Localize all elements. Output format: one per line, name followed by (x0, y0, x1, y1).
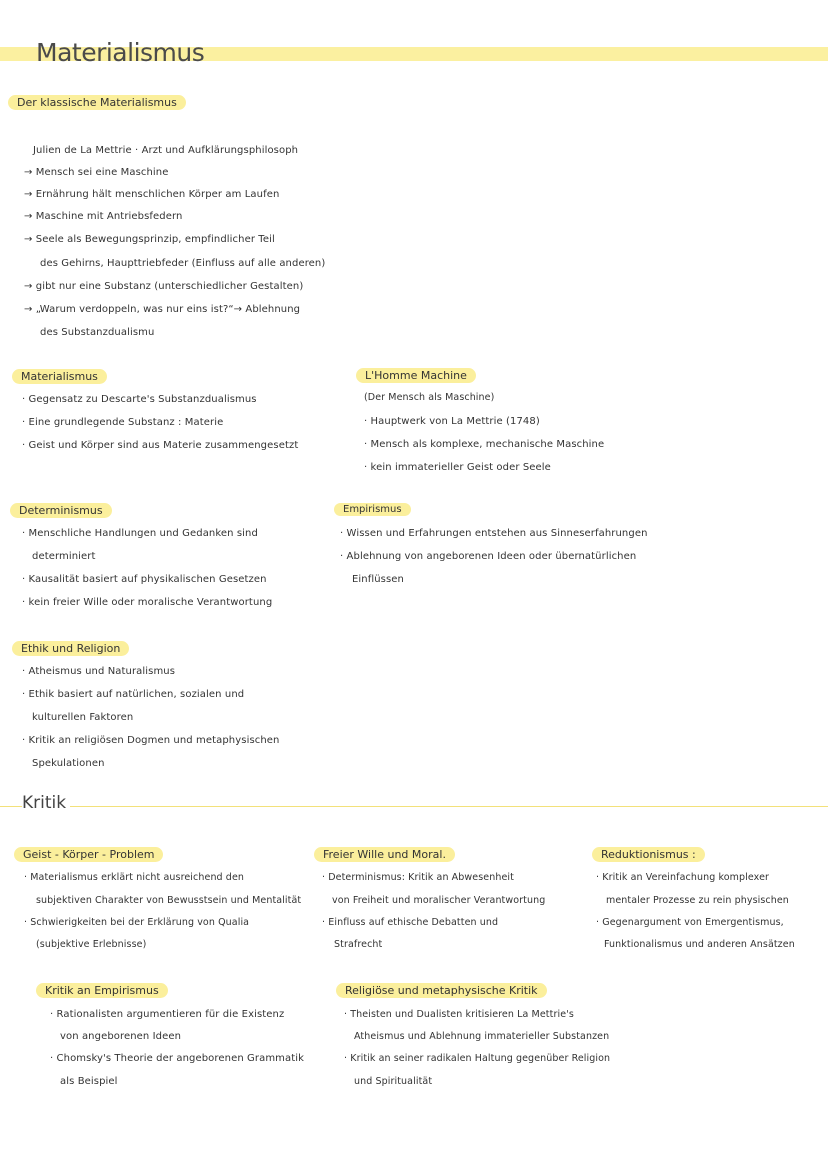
note-line: → Mensch sei eine Maschine (24, 167, 169, 178)
note-line: · Ablehnung von angeborenen Ideen oder übernatürlichen (340, 551, 637, 562)
heading-homme-machine: L'Homme Machine (356, 368, 476, 383)
heading-kritik-empirismus: Kritik an Empirismus (36, 983, 168, 998)
note-line: → Seele als Bewegungsprinzip, empfindlicher Teil (24, 234, 275, 245)
note-line: · Hauptwerk von La Mettrie (1748) (364, 416, 540, 427)
note-line: Spekulationen (32, 758, 105, 769)
note-line: des Gehirns, Haupttriebfeder (Einfluss auf alle anderen) (40, 258, 326, 269)
note-line: · Eine grundlegende Substanz : Materie (22, 417, 224, 428)
note-line: → Maschine mit Antriebsfedern (24, 211, 183, 222)
heading-reduktionismus: Reduktionismus : (592, 847, 705, 862)
note-line: Strafrecht (334, 939, 383, 950)
note-line: · Atheismus und Naturalismus (22, 666, 176, 677)
note-line: (subjektive Erlebnisse) (36, 939, 147, 950)
note-line: · Wissen und Erfahrungen entstehen aus Sinneserfahrungen (340, 528, 648, 539)
note-line: · Einfluss auf ethische Debatten und (322, 917, 499, 928)
note-line: Funktionalismus und anderen Ansätzen (604, 939, 795, 950)
heading-geist-koerper: Geist - Körper - Problem (14, 847, 163, 862)
note-line: Julien de La Mettrie · Arzt und Aufklärungsphilosoph (33, 145, 299, 156)
note-line: · Ethik basiert auf natürlichen, sozialen und (22, 689, 245, 700)
note-line: · Chomsky's Theorie der angeborenen Grammatik (50, 1053, 305, 1064)
note-line: · Gegensatz zu Descarte's Substanzdualismus (22, 394, 257, 405)
note-line: · Determinismus: Kritik an Abwesenheit (322, 872, 514, 883)
note-line: Einflüssen (352, 574, 404, 585)
note-line: Atheismus und Ablehnung immaterieller Substanzen (354, 1031, 610, 1042)
heading-determinismus: Determinismus (10, 503, 112, 518)
note-line: determiniert (32, 551, 96, 562)
note-line: von Freiheit und moralischer Verantwortung (332, 895, 546, 906)
kritik-heading: Kritik (22, 793, 70, 813)
note-line: → „Warum verdoppeln, was nur eins ist?“→ Ablehnung (24, 304, 301, 315)
note-line: mentaler Prozesse zu rein physischen (606, 895, 789, 906)
note-line: als Beispiel (60, 1076, 118, 1087)
note-line: · Schwierigkeiten bei der Erklärung von Qualia (24, 917, 250, 928)
note-line: subjektiven Charakter von Bewusstsein und Mentalität (36, 895, 302, 906)
note-line: · Theisten und Dualisten kritisieren La Mettrie's (344, 1009, 574, 1020)
note-line: · Kritik an seiner radikalen Haltung gegenüber Religion (344, 1053, 611, 1064)
note-line: · kein immaterieller Geist oder Seele (364, 462, 551, 473)
note-line: kulturellen Faktoren (32, 712, 134, 723)
note-line: · Kausalität basiert auf physikalischen Gesetzen (22, 574, 267, 585)
heading-religioese-kritik: Religiöse und metaphysische Kritik (336, 983, 547, 998)
note-line: → gibt nur eine Substanz (unterschiedlicher Gestalten) (24, 281, 304, 292)
heading-materialismus: Materialismus (12, 369, 107, 384)
heading-ethik: Ethik und Religion (12, 641, 129, 656)
page-title: Materialismus (36, 38, 205, 67)
note-line: · Mensch als komplexe, mechanische Maschine (364, 439, 605, 450)
note-line: · kein freier Wille oder moralische Verantwortung (22, 597, 273, 608)
note-line: und Spiritualität (354, 1076, 433, 1087)
heading-klassisch: Der klassische Materialismus (8, 95, 186, 110)
heading-freier-wille: Freier Wille und Moral. (314, 847, 455, 862)
note-line: · Rationalisten argumentieren für die Existenz (50, 1009, 285, 1020)
note-line: von angeborenen Ideen (60, 1031, 182, 1042)
note-line: · Kritik an Vereinfachung komplexer (596, 872, 770, 883)
note-line: des Substanzdualismu (40, 327, 155, 338)
note-subtitle: (Der Mensch als Maschine) (364, 392, 495, 403)
note-line: → Ernährung hält menschlichen Körper am Laufen (24, 189, 280, 200)
note-line: · Geist und Körper sind aus Materie zusammengesetzt (22, 440, 299, 451)
note-line: · Menschliche Handlungen und Gedanken sind (22, 528, 258, 539)
heading-empirismus: Empirismus (334, 503, 411, 516)
kritik-rule (0, 806, 828, 807)
note-line: · Kritik an religiösen Dogmen und metaphysischen (22, 735, 280, 746)
note-line: · Gegenargument von Emergentismus, (596, 917, 784, 928)
note-line: · Materialismus erklärt nicht ausreichend den (24, 872, 245, 883)
